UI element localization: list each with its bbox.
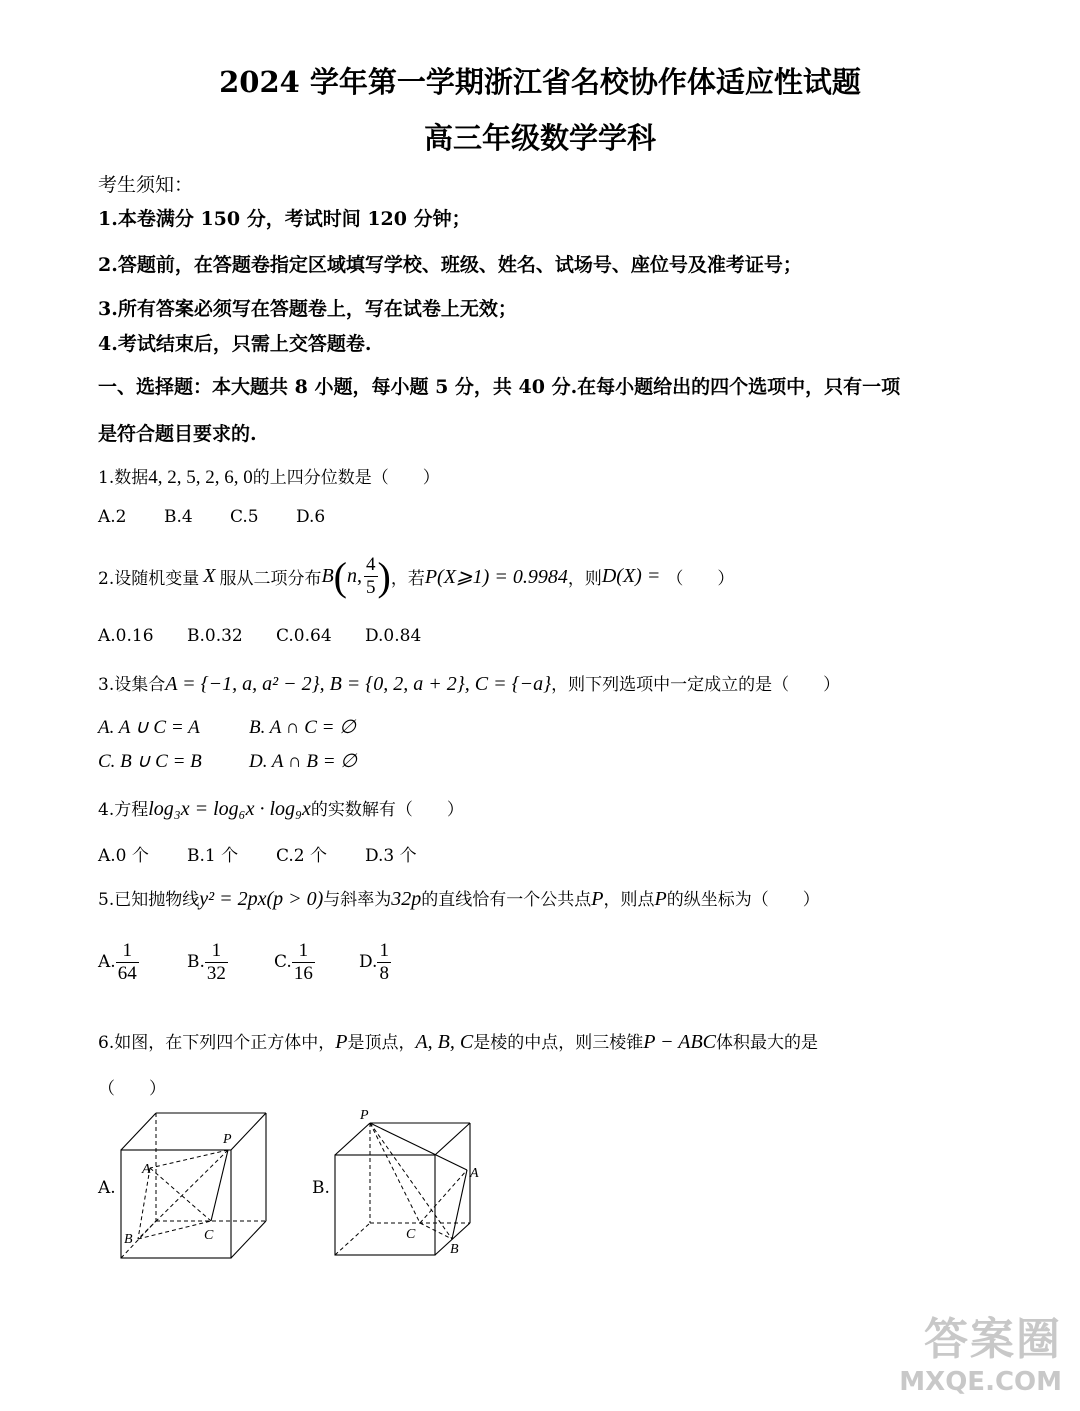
q6-mid2: 是棱的中点，则三棱锥 [473,1033,644,1053]
q2-dist: B [321,564,334,587]
fig-b-front-face [335,1155,435,1255]
q1-suffix: 的上四分位数是（ ） [252,468,440,488]
q1-data: 4, 2, 5, 2, 6, 0 [148,467,253,488]
q5-option-c-num: 1 [292,940,315,963]
notice-item-2: 2.答题前，在答题卷指定区域填写学校、班级、姓名、试场号、座位号及准考证号； [98,254,802,276]
q5-point2: P [654,888,667,910]
fig-a-label-b: B [124,1232,133,1247]
q2-option-a: A.0.16 [98,626,154,646]
q5-option-d-label: D. [359,952,378,973]
q5-option-b-num: 1 [205,940,228,963]
fig-b-label-a: A [470,1166,479,1181]
q2-param-n: n [347,564,357,587]
q5-option-c-label: C. [274,952,292,973]
q2-mid2: ，若 [390,568,425,589]
q5-option-b-label: B. [187,952,205,973]
fig-a-label-p: P [223,1132,232,1147]
q3-options-row1 [98,716,356,739]
notice-heading: 考生须知： [98,174,194,196]
q2-mid1: 服从二项分布 [219,568,322,589]
q5-option-d-den: 8 [379,962,389,984]
section-heading-line2: 是符合题目要求的. [98,423,257,445]
q6-figure-a-cube [118,1105,278,1265]
fig-a-label-a: A [142,1162,151,1177]
q2-prob: P(X⩾1) = 0.9984 [424,565,568,588]
q2-option-b: B.0.32 [187,626,243,646]
q5-option-b [187,940,274,985]
notice-item-1: 1.本卷满分 150 分，考试时间 120 分钟； [98,208,471,230]
watermark-logo [892,1303,1062,1403]
q2-paren-close: ) [377,553,391,599]
q1-option-c: C.5 [230,507,259,527]
notice-item-4: 4.考试结束后，只需上交答题卷. [98,333,372,355]
q1-option-b: B.4 [164,507,193,527]
q6-figure-b-cube [330,1105,490,1265]
question-1 [98,463,440,489]
q5-option-a-num: 1 [116,940,139,963]
q4-option-a: A.0 个 [98,846,149,866]
q2-suffix: （ ） [666,568,735,589]
q4-options [98,841,417,866]
q5-option-c-den: 16 [293,962,313,984]
q3-option-c: C. B ∪ C = B [98,751,202,772]
q2-frac-num: 4 [366,553,376,575]
q3-suffix: ，则下列选项中一定成立的是（ ） [551,675,841,695]
q2-option-d: D.0.84 [365,626,422,646]
q2-ask: D(X) = [601,564,661,587]
q5-prefix: 5.已知抛物线 [98,890,200,910]
q5-mid2: 的直线恰有一个公共点 [421,890,592,910]
fig-b-label-c: C [406,1227,416,1242]
q1-options [98,507,325,527]
q6-p: P [335,1031,348,1053]
q2-prefix: 2.设随机变量 [98,568,200,589]
q3-option-b: B. A ∩ C = ∅ [249,717,356,738]
q6-prefix: 6.如图，在下列四个正方体中， [98,1033,336,1053]
q5-option-a-label: A. [98,952,116,973]
q2-mid3: ，则 [567,568,602,589]
watermark-line2: MXQE.COM [899,1367,1062,1397]
q6-fig-b-label: B. [312,1178,330,1198]
q3-sets: A = {−1, a, a² − 2}, B = {0, 2, a + 2}, C = {−a} [165,673,552,695]
q1-prefix: 1.数据 [98,468,149,488]
q2-frac-den: 5 [366,576,376,598]
q5-option-d [359,940,391,985]
q5-point1: P [591,888,604,910]
q3-option-a: A. A ∪ C = A [98,717,200,738]
q4-equation: log₃x = log₆x · log₉x [148,798,311,820]
q2-var: X [203,564,216,587]
q1-option-d: D.6 [296,507,326,527]
q5-curve: y² = 2px(p > 0) [199,888,324,910]
q5-option-a [98,940,187,985]
fig-a-front-face [121,1150,231,1258]
q6-mid1: 是顶点， [347,1033,416,1053]
q2-options [98,626,421,646]
question-4 [98,795,464,821]
q2-comma: , [357,564,362,587]
q5-option-b-den: 32 [206,962,226,984]
fig-a-label-c: C [204,1228,214,1243]
q5-option-c [274,940,359,985]
q6-fig-a-label: A. [98,1178,116,1198]
q4-suffix: 的实数解有（ ） [310,800,464,820]
exam-title: 2024 学年第一学期浙江省名校协作体适应性试题 [219,65,861,99]
fig-b-label-p: P [360,1108,369,1123]
q4-option-c: C.2 个 [276,846,328,866]
notice-item-3: 3.所有答案必须写在答题卷上，写在试卷上无效； [98,298,517,320]
q5-mid1: 与斜率为 [323,890,392,910]
question-6 [98,1028,818,1054]
section-heading-line1: 一、选择题：本大题共 8 小题，每小题 5 分，共 40 分.在每小题给出的四个选项中，只有一项 [98,376,901,398]
watermark-line1: 答案圈 [924,1314,1062,1365]
q5-options [98,940,391,985]
q1-option-a: A.2 [98,507,127,527]
q5-option-d-num: 1 [379,940,389,961]
q3-options-row2 [98,750,357,773]
q2-option-c: C.0.64 [276,626,332,646]
q6-paren: （ ） [98,1079,166,1099]
fig-b-label-b: B [450,1242,459,1257]
q4-prefix: 4.方程 [98,800,149,820]
q3-prefix: 3.设集合 [98,675,166,695]
q6-pyramid: P − ABC [643,1031,716,1053]
q5-option-a-den: 64 [117,962,137,984]
q6-abc: A, B, C [415,1031,474,1053]
exam-subtitle: 高三年级数学学科 [423,121,656,155]
q6-suffix: 体积最大的是 [716,1033,818,1053]
q5-slope: 32p [391,888,422,910]
question-5 [98,885,820,911]
q3-option-d: D. A ∩ B = ∅ [249,751,357,772]
question-3 [98,670,840,696]
q5-suffix: 的纵坐标为（ ） [666,890,820,910]
q2-fraction [364,554,378,599]
q4-option-d: D.3 个 [365,846,417,866]
q2-paren-open: ( [333,553,347,599]
q4-option-b: B.1 个 [187,846,239,866]
q5-mid3: ，则点 [603,890,655,910]
question-2 [98,546,734,606]
